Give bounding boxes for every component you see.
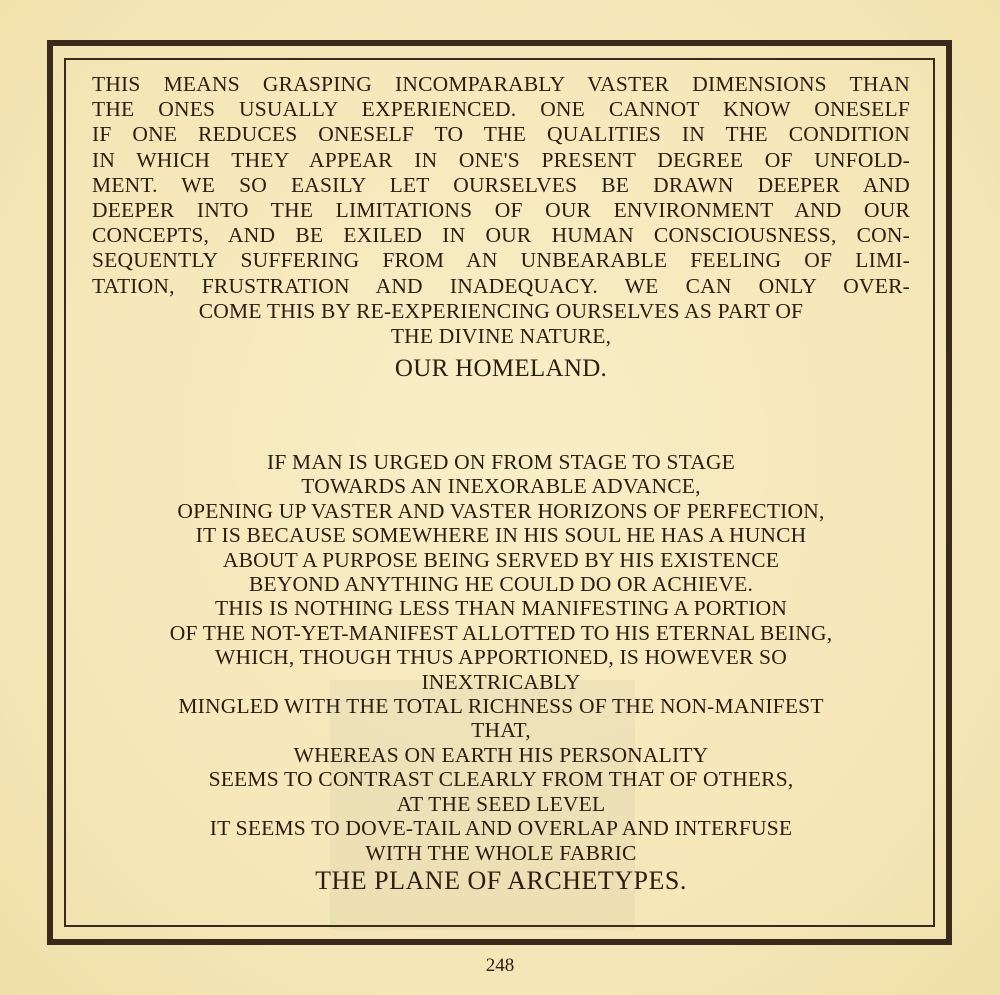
- verse-line: TOWARDS AN INEXORABLE ADVANCE,: [301, 474, 701, 499]
- verse-line: INEXTRICABLY: [421, 669, 581, 694]
- page-number: 248: [485, 955, 515, 976]
- heading-our-homeland: OUR HOMELAND.: [394, 355, 608, 383]
- paragraph-line: THIS MEANS GRASPING INCOMPARABLY VASTER DIMENSIONS THAN: [92, 72, 910, 96]
- verse-line: WITH THE WHOLE FABRIC: [365, 840, 637, 865]
- verse-line: IT IS BECAUSE SOMEWHERE IN HIS SOUL HE HAS A HUNCH: [195, 523, 807, 548]
- verse-line: IT SEEMS TO DOVE-TAIL AND OVERLAP AND INTERFUSE: [209, 816, 793, 841]
- verse-line: IF MAN IS URGED ON FROM STAGE TO STAGE: [266, 450, 736, 474]
- paragraph-line: SEQUENTLY SUFFERING FROM AN UNBEARABLE FEELING OF LIMI-: [92, 248, 910, 273]
- verse-line: MINGLED WITH THE TOTAL RICHNESS OF THE NON-MANIFEST: [178, 694, 824, 719]
- paragraph-line: COME THIS BY RE-EXPERIENCING OURSELVES AS PART OF: [198, 298, 804, 323]
- paragraph-line: THE ONES USUALLY EXPERIENCED. ONE CANNOT KNOW ONESELF: [92, 97, 910, 122]
- verse-line: WHICH, THOUGH THUS APPORTIONED, IS HOWEVER SO: [215, 645, 787, 670]
- paragraph-line: IF ONE REDUCES ONESELF TO THE QUALITIES IN THE CONDITION: [92, 122, 910, 147]
- paragraph-line: IN WHICH THEY APPEAR IN ONE'S PRESENT DEGREE OF UNFOLD-: [92, 147, 910, 172]
- paragraph-line: THE DIVINE NATURE,: [390, 324, 612, 349]
- verse-line: WHEREAS ON EARTH HIS PERSONALITY: [293, 742, 709, 767]
- verse-line: OF THE NOT-YET-MANIFEST ALLOTTED TO HIS ETERNAL BEING,: [169, 620, 833, 645]
- second-paragraph: [92, 450, 910, 893]
- verse-line: AT THE SEED LEVEL: [396, 791, 606, 816]
- paragraph-text: [92, 72, 910, 349]
- paragraph-line: TATION, FRUSTRATION AND INADEQUACY. WE CAN ONLY OVER-: [92, 273, 910, 298]
- first-paragraph: [92, 72, 910, 383]
- verse-line: ABOUT A PURPOSE BEING SERVED BY HIS EXISTENCE: [222, 547, 780, 572]
- heading-plane-of-archetypes: THE PLANE OF ARCHETYPES.: [315, 865, 687, 895]
- verse-line: THAT,: [471, 718, 531, 743]
- verse-line: SEEMS TO CONTRAST CLEARLY FROM THAT OF OTHERS,: [208, 767, 794, 792]
- paragraph-line: CONCEPTS, AND BE EXILED IN OUR HUMAN CONSCIOUSNESS, CON-: [92, 223, 910, 248]
- verse-line: THIS IS NOTHING LESS THAN MANIFESTING A PORTION: [214, 596, 788, 621]
- verse-line: BEYOND ANYTHING HE COULD DO OR ACHIEVE.: [248, 572, 754, 597]
- paragraph-line: MENT. WE SO EASILY LET OURSELVES BE DRAWN DEEPER AND: [92, 172, 910, 197]
- paragraph-line: DEEPER INTO THE LIMITATIONS OF OUR ENVIRONMENT AND OUR: [92, 198, 910, 223]
- verse-line: OPENING UP VASTER AND VASTER HORIZONS OF PERFECTION,: [177, 498, 825, 523]
